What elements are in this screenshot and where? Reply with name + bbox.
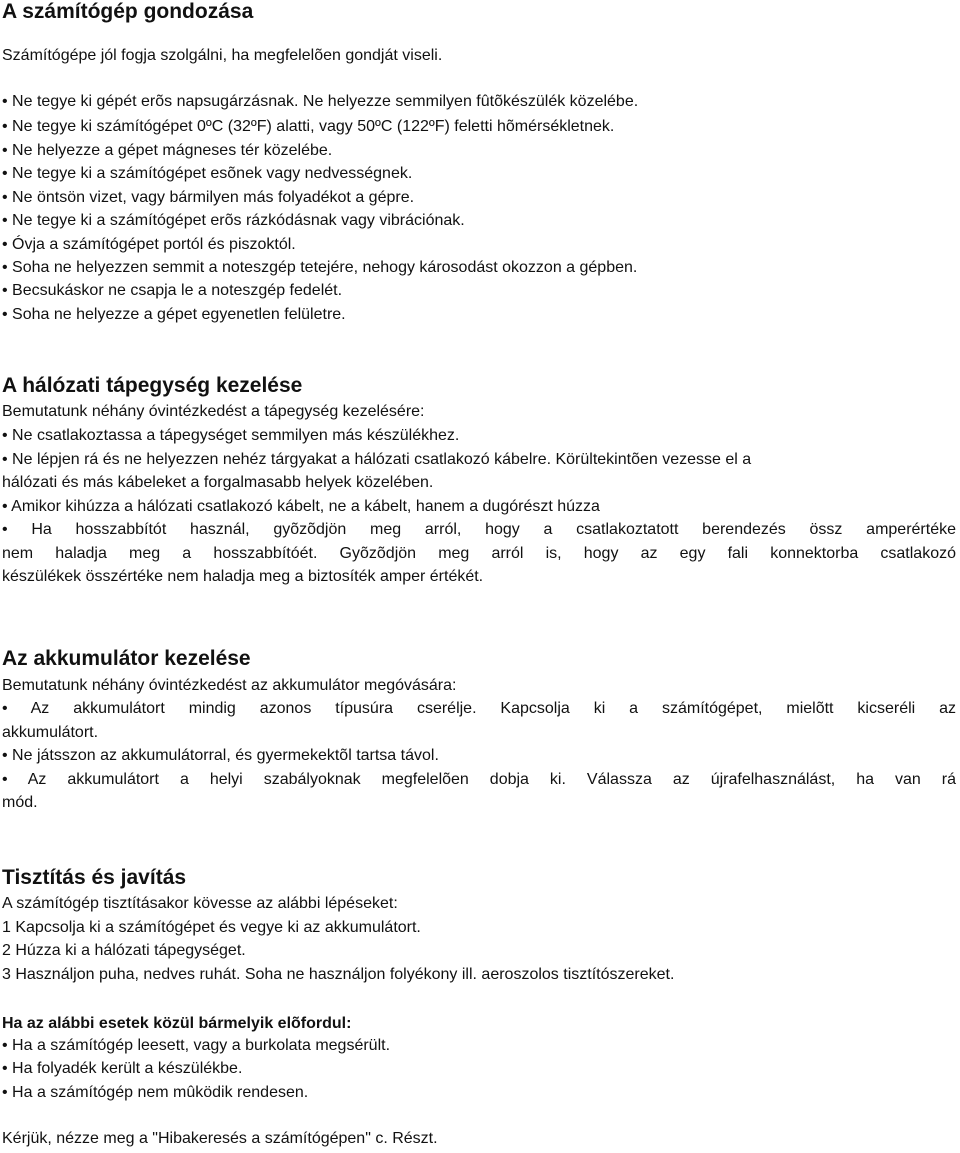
list-item: • Ne lépjen rá és ne helyezzen nehéz tárgyakat a hálózati csatlakozó kábelre. Körültekintõen vezesse el a xyxy=(2,451,752,468)
list-item: • Ne csatlakoztassa a tápegységet semmilyen más készülékhez. xyxy=(2,427,460,444)
list-item: • Ne tegye ki gépét erõs napsugárzásnak. Ne helyezze semmilyen fûtõkészülék közelébe. xyxy=(2,93,639,110)
list-item-continuation: mód. xyxy=(2,794,38,811)
section-title-cleaning-repair: Tisztítás és javítás xyxy=(2,866,187,889)
list-item-continuation: készülékek összértéke nem haladja meg a biztosíték amper értékét. xyxy=(2,568,484,585)
section-title-power-adapter: A hálózati tápegység kezelése xyxy=(2,374,303,397)
list-item: • Ha hosszabbítót használ, gyõzõdjön meg arról, hogy a csatlakoztatott berendezés össz amperértéke xyxy=(2,521,956,538)
section-intro: Bemutatunk néhány óvintézkedést a tápegység kezelésére: xyxy=(2,403,425,420)
subsection-title: Ha az alábbi esetek közül bármelyik elõfordul: xyxy=(2,1015,352,1032)
footer-note: Kérjük, nézze meg a "Hibakeresés a számítógépen" c. Részt. xyxy=(2,1130,438,1147)
list-item: • Soha ne helyezzen semmit a noteszgép tetejére, nehogy károsodást okozzon a gépben. xyxy=(2,259,638,276)
list-item: • Ha a számítógép nem mûködik rendesen. xyxy=(2,1084,309,1101)
list-item: • Soha ne helyezze a gépet egyenetlen felületre. xyxy=(2,306,346,323)
section-intro: Számítógépe jól fogja szolgálni, ha megfelelõen gondját viseli. xyxy=(2,47,443,64)
section-intro: Bemutatunk néhány óvintézkedést az akkumulátor megóvására: xyxy=(2,677,457,694)
list-item: • Ne tegye ki számítógépet 0ºC (32ºF) alatti, vagy 50ºC (122ºF) feletti hõmérsékletnek. xyxy=(2,118,615,135)
list-item: • Ne helyezze a gépet mágneses tér közelébe. xyxy=(2,142,333,159)
section-title-computer-care: A számítógép gondozása xyxy=(2,0,254,23)
list-item: • Ha folyadék került a készülékbe. xyxy=(2,1060,243,1077)
list-item-continuation: akkumulátort. xyxy=(2,724,99,741)
section-title-battery: Az akkumulátor kezelése xyxy=(2,647,251,670)
step-item: 1 Kapcsolja ki a számítógépet és vegye ki az akkumulátort. xyxy=(2,919,421,936)
list-item: • Óvja a számítógépet portól és piszoktól. xyxy=(2,236,296,253)
list-item: • Ne tegye ki a számítógépet esõnek vagy nedvességnek. xyxy=(2,165,413,182)
list-item: • Amikor kihúzza a hálózati csatlakozó kábelt, ne a kábelt, hanem a dugórészt húzza xyxy=(2,498,600,515)
list-item: • Az akkumulátort mindig azonos típusúra cserélje. Kapcsolja ki a számítógépet, mielõtt kicseréli az xyxy=(2,700,956,717)
list-item: • Becsukáskor ne csapja le a noteszgép fedelét. xyxy=(2,282,343,299)
list-item: • Ne játsszon az akkumulátorral, és gyermekektõl tartsa távol. xyxy=(2,747,439,764)
section-intro: A számítógép tisztításakor kövesse az alábbi lépéseket: xyxy=(2,895,398,912)
list-item: • Ha a számítógép leesett, vagy a burkolata megsérült. xyxy=(2,1037,391,1054)
list-item-continuation: hálózati és más kábeleket a forgalmasabb helyek közelében. xyxy=(2,474,434,491)
list-item-continuation: nem haladja meg a hosszabbítóét. Gyõzõdjön meg arról is, hogy az egy fali konnektorba csatlakozó xyxy=(2,545,956,562)
list-item: • Az akkumulátort a helyi szabályoknak megfelelõen dobja ki. Válassza az újrafelhasználást, ha van rá xyxy=(2,771,956,788)
step-item: 2 Húzza ki a hálózati tápegységet. xyxy=(2,942,246,959)
list-item: • Ne tegye ki a számítógépet erõs rázkódásnak vagy vibrációnak. xyxy=(2,212,465,229)
list-item: • Ne öntsön vizet, vagy bármilyen más folyadékot a gépre. xyxy=(2,189,415,206)
step-item: 3 Használjon puha, nedves ruhát. Soha ne használjon folyékony ill. aeroszolos tisztítószereket. xyxy=(2,966,675,983)
